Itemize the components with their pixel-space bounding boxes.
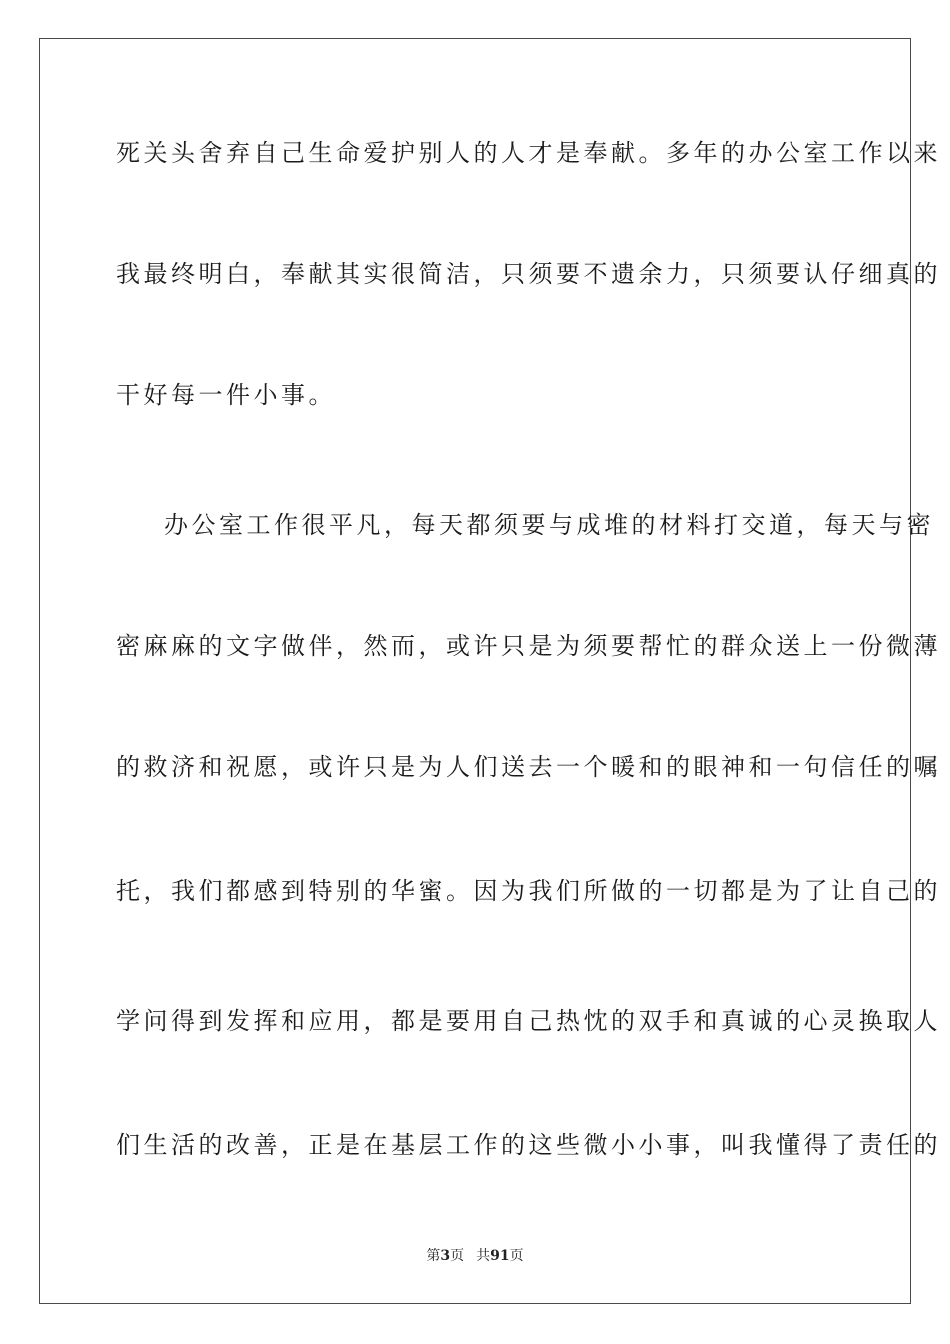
paragraph-line-4: 办公室工作很平凡，每天都须要与成堆的材料打交道，每天与密 [164,511,934,539]
paragraph-line-8: 学问得到发挥和应用，都是要用自己热忱的双手和真诚的心灵换取人 [116,1007,941,1035]
paragraph-line-5: 密麻麻的文字做伴，然而，或许只是为须要帮忙的群众送上一份微薄 [116,632,941,660]
total-prefix: 共 [476,1248,491,1264]
paragraph-line-3: 干好每一件小事。 [116,381,336,409]
page-prefix: 第 [426,1248,441,1264]
paragraph-line-9: 们生活的改善，正是在基层工作的这些微小小事，叫我懂得了责任的 [116,1131,941,1159]
page-footer [0,1247,950,1265]
page-suffix: 页 [450,1248,465,1264]
paragraph-line-6: 的救济和祝愿，或许只是为人们送去一个暖和的眼神和一句信任的嘱 [116,753,941,781]
paragraph-line-7: 托，我们都感到特别的华蜜。因为我们所做的一切都是为了让自己的 [116,877,941,905]
paragraph-line-1: 死关头舍弃自己生命爱护别人的人才是奉献。多年的办公室工作以来 [116,139,941,167]
paragraph-line-2: 我最终明白，奉献其实很简洁，只须要不遗余力，只须要认仔细真的 [116,260,941,288]
page-number: 3 [440,1248,451,1264]
total-suffix: 页 [509,1248,524,1264]
total-pages: 91 [490,1248,510,1264]
page-border [39,38,911,1304]
